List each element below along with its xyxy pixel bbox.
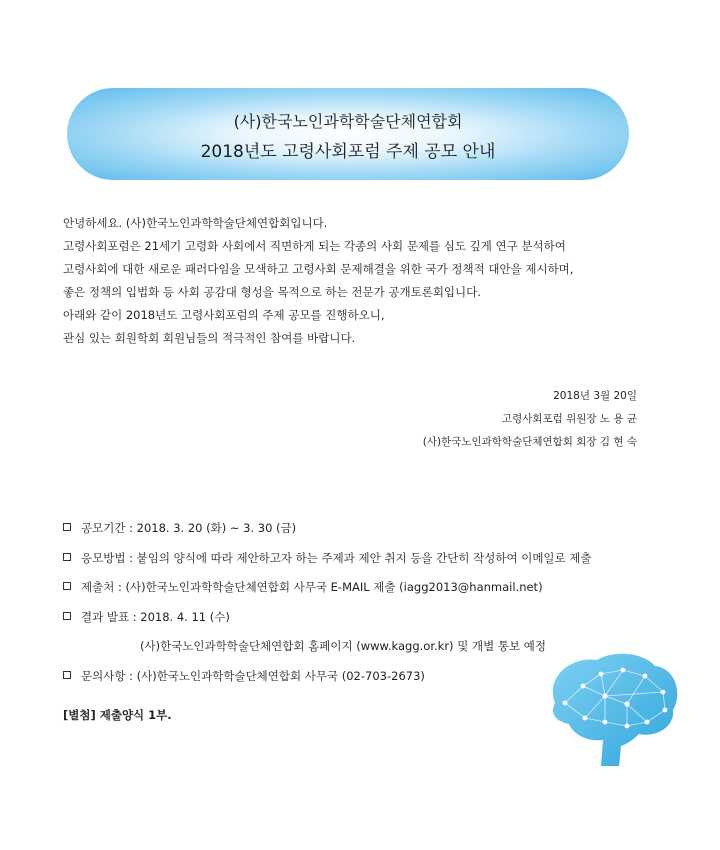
- intro-paragraph: [63, 212, 573, 350]
- item-method: 응모방법 : 붙임의 양식에 따라 제안하고자 하는 주제과 제안 취지 등을 간단히 작성하여 이메일로 제출: [63, 550, 592, 580]
- signature-president: (사)한국노인과학학술단체연합회 회장 김 현 숙: [422, 436, 637, 448]
- intro-line: 고령사회에 대한 새로운 패러다임을 모색하고 고령사회 문제해결을 위한 국가 정책적 대안을 제시하며,: [63, 262, 574, 276]
- intro-line: 좋은 정책의 입법화 등 사회 공감대 형성을 목적으로 하는 전문가 공개토론회입니다.: [63, 285, 481, 299]
- attachment-note: [별첨] 제출양식 1부.: [63, 708, 172, 722]
- signature-chair: 고령사회포럼 위원장 노 용 균: [501, 413, 637, 425]
- intro-line: 안녕하세요. (사)한국노인과학학술단체연합회입니다.: [63, 216, 328, 230]
- intro-line: 고령사회포럼은 21세기 고령화 사회에서 직면하게 되는 각종의 사회 문제를 심도 깊게 연구 분석하여: [63, 239, 566, 253]
- signature-block: [423, 385, 637, 454]
- item-submit: 제출처 : (사)한국노인과학학술단체연합회 사무국 E-MAIL 제출 (iagg2013@hanmail.net): [63, 579, 592, 609]
- notice-items: [63, 520, 592, 697]
- signature-date: 2018년 3월 20일: [553, 390, 637, 402]
- item-result-note: (사)한국노인과학학술단체연합회 홈페이지 (www.kagg.or.kr) 및 개별 통보 예정: [140, 639, 546, 653]
- brain-network-icon: [535, 648, 685, 768]
- item-period: 공모기간 : 2018. 3. 20 (화) ~ 3. 30 (금): [63, 520, 592, 550]
- page-title: 2018년도 고령사회포럼 주제 공모 안내: [200, 142, 496, 162]
- item-contact: 문의사항 : (사)한국노인과학학술단체연합회 사무국 (02-703-2673): [63, 668, 592, 698]
- intro-line: 관심 있는 회원학회 회원님들의 적극적인 참여를 바랍니다.: [63, 331, 356, 345]
- square-bullet-icon: [63, 523, 71, 531]
- square-bullet-icon: [63, 582, 71, 590]
- intro-line: 아래와 같이 2018년도 고령사회포럼의 주제 공모를 진행하오니,: [63, 308, 385, 322]
- org-name: (사)한국노인과학학술단체연합회: [233, 112, 463, 131]
- square-bullet-icon: [63, 612, 71, 620]
- square-bullet-icon: [63, 671, 71, 679]
- title-banner: [67, 88, 629, 180]
- item-result: 결과 발표 : 2018. 4. 11 (수): [63, 609, 592, 639]
- square-bullet-icon: [63, 553, 71, 561]
